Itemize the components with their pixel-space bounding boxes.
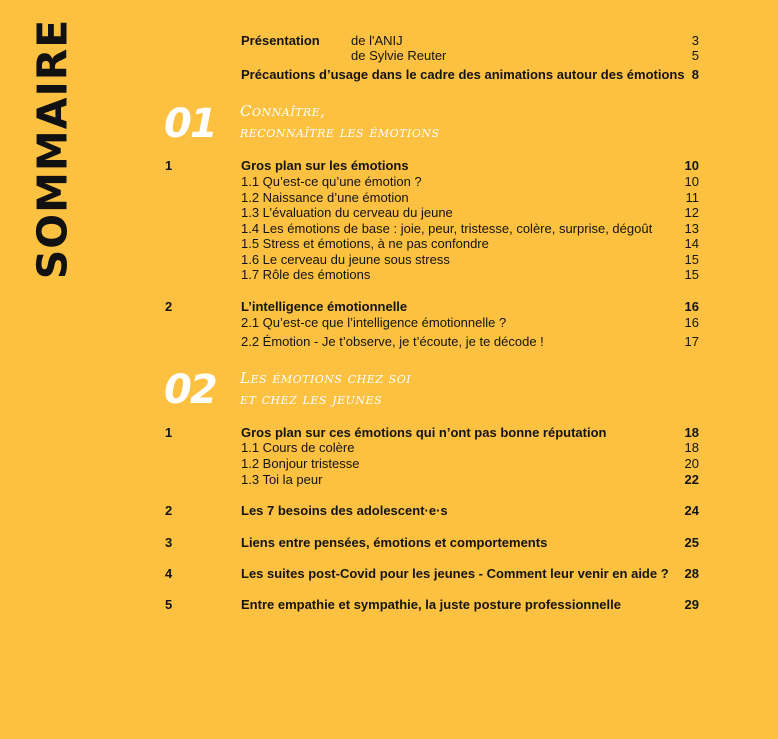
toc-row-precautions[interactable] xyxy=(0,67,778,83)
section-title-line-1: Les émotions chez soi xyxy=(240,369,412,387)
toc-page: 18 xyxy=(684,425,699,440)
toc-label: 1.5 Stress et émotions, à ne pas confondre xyxy=(241,236,489,251)
toc-row[interactable] xyxy=(0,456,778,472)
toc-label: Entre empathie et sympathie, la juste posture professionnelle xyxy=(241,597,621,612)
toc-label: 1.2 Bonjour tristesse xyxy=(241,456,360,471)
toc-label: 1.2 Naissance d’une émotion xyxy=(241,190,409,205)
section-title-line-2: et chez les jeunes xyxy=(240,390,383,408)
toc-page: 24 xyxy=(684,503,699,518)
toc-label: Gros plan sur ces émotions qui n’ont pas bonne réputation xyxy=(241,425,607,440)
toc-number: 2 xyxy=(165,503,173,518)
toc-label: Liens entre pensées, émotions et comportements xyxy=(241,535,548,550)
toc-label: 1.3 Toi la peur xyxy=(241,472,323,487)
toc-row[interactable] xyxy=(0,158,778,174)
toc-label: Les 7 besoins des adolescent·e·s xyxy=(241,503,448,518)
toc-row[interactable] xyxy=(0,503,778,519)
toc-row[interactable] xyxy=(0,205,778,221)
toc-label: Gros plan sur les émotions xyxy=(241,158,409,173)
toc-page: 18 xyxy=(684,440,699,455)
toc-row[interactable] xyxy=(0,597,778,613)
toc-row[interactable] xyxy=(0,334,778,350)
toc-row[interactable] xyxy=(0,440,778,456)
toc-row[interactable] xyxy=(0,315,778,331)
side-title-text: SOMMAIRE xyxy=(28,18,77,280)
section-number: 02 xyxy=(164,367,216,413)
toc-page: 28 xyxy=(684,566,699,581)
toc-row[interactable] xyxy=(0,236,778,252)
toc-row[interactable] xyxy=(0,299,778,315)
toc-label: 1.7 Rôle des émotions xyxy=(241,267,371,282)
toc-label: 1.1 Qu’est-ce qu’une émotion ? xyxy=(241,174,422,189)
toc-row-presentation-2[interactable] xyxy=(0,48,778,64)
toc-label: 1.6 Le cerveau du jeune sous stress xyxy=(241,252,450,267)
section-title-line-1: Connaître, xyxy=(240,102,326,120)
toc-page: 16 xyxy=(684,299,699,314)
toc-page: 13 xyxy=(684,221,699,236)
toc-page: 3 xyxy=(691,33,699,48)
toc-page: 5 xyxy=(691,48,699,63)
toc-page: 11 xyxy=(685,190,699,205)
toc-number: 4 xyxy=(165,566,173,581)
toc-row[interactable] xyxy=(0,190,778,206)
toc-row[interactable] xyxy=(0,472,778,488)
toc-label: L’intelligence émotionnelle xyxy=(241,299,408,314)
toc-number: 5 xyxy=(165,597,173,612)
toc-row[interactable] xyxy=(0,267,778,283)
toc-sublabel: de l'ANIJ xyxy=(351,33,403,48)
toc-number: 1 xyxy=(165,425,173,440)
toc-label: Les suites post-Covid pour les jeunes - Comment leur venir en aide ? xyxy=(241,566,669,581)
toc-row[interactable] xyxy=(0,174,778,190)
toc-number: 2 xyxy=(165,299,173,314)
toc-page: 15 xyxy=(684,252,699,267)
toc-label: 1.3 L’évaluation du cerveau du jeune xyxy=(241,205,453,220)
toc-label: 2.1 Qu’est-ce que l’intelligence émotionnelle ? xyxy=(241,315,507,330)
toc-page: 20 xyxy=(684,456,699,471)
toc-page: 15 xyxy=(684,267,699,282)
section-title-line-2: reconnaître les émotions xyxy=(240,123,440,141)
toc-page: 10 xyxy=(684,174,699,189)
toc-row-presentation[interactable] xyxy=(0,33,778,49)
toc-label: Présentation xyxy=(241,33,320,48)
toc-row[interactable] xyxy=(0,566,778,582)
toc-row[interactable] xyxy=(0,535,778,551)
toc-page: 12 xyxy=(684,205,699,220)
toc-page: 16 xyxy=(684,315,699,330)
toc-page: 25 xyxy=(684,535,699,550)
toc-sublabel: de Sylvie Reuter xyxy=(351,48,447,63)
toc-row[interactable] xyxy=(0,221,778,237)
section-number: 01 xyxy=(164,101,216,147)
toc-label: Précautions d’usage dans le cadre des animations autour des émotions xyxy=(241,67,685,82)
toc-page: 17 xyxy=(684,334,699,349)
toc-label: 2.2 Émotion - Je t’observe, je t’écoute, je te décode ! xyxy=(241,334,544,349)
toc-number: 3 xyxy=(165,535,173,550)
toc-page: 29 xyxy=(684,597,699,612)
toc-page: 14 xyxy=(684,236,699,251)
toc-row[interactable] xyxy=(0,425,778,441)
toc-page: 22 xyxy=(684,472,699,487)
toc-row[interactable] xyxy=(0,252,778,268)
toc-page: 10 xyxy=(684,158,699,173)
toc-page: 8 xyxy=(691,67,699,82)
toc-label: 1.4 Les émotions de base : joie, peur, tristesse, colère, surprise, dégoût xyxy=(241,221,653,236)
toc-label: 1.1 Cours de colère xyxy=(241,440,355,455)
toc-number: 1 xyxy=(165,158,173,173)
